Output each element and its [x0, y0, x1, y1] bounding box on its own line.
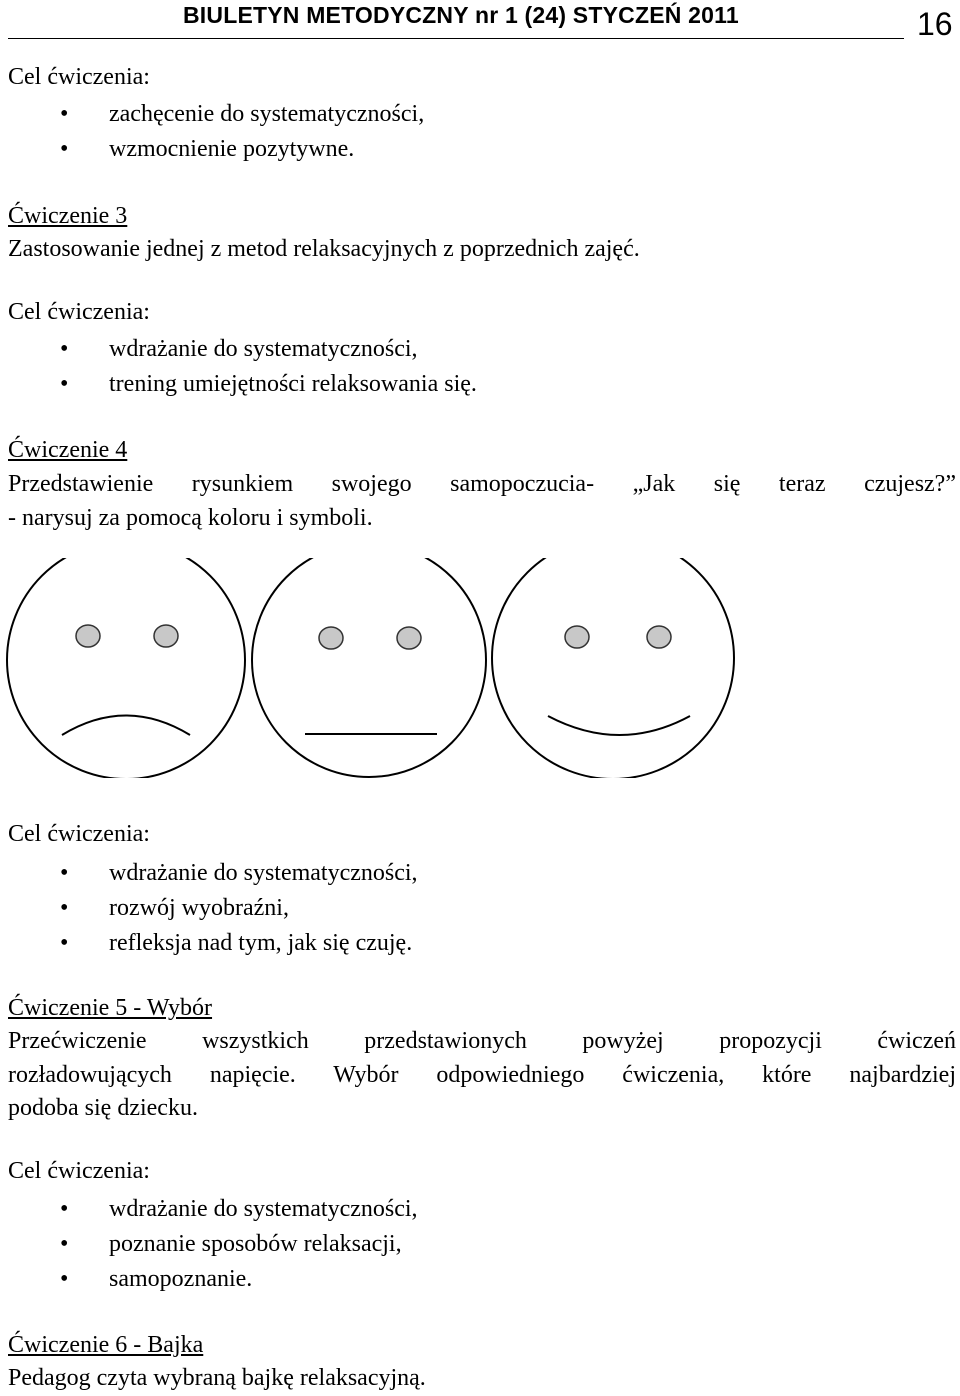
goal-item: zachęcenie do systematyczności, — [109, 101, 425, 127]
exercise-5-title: Ćwiczenie 5 - Wybór — [8, 995, 213, 1021]
sad-face-icon — [7, 558, 245, 778]
bullet-icon: • — [60, 930, 69, 956]
goal-item: trening umiejętności relaksowania się. — [109, 371, 477, 397]
bullet-icon: • — [60, 336, 69, 362]
goal-item: refleksja nad tym, jak się czuję. — [109, 930, 413, 956]
exercise-5-text-line1: Przećwiczenie wszystkich przedstawionych powyżej propozycji ćwiczeń — [8, 1028, 956, 1054]
bullet-icon: • — [60, 136, 69, 162]
goal-item: rozwój wyobraźni, — [109, 895, 289, 921]
bullet-icon: • — [60, 860, 69, 886]
page-number: 16 — [917, 6, 953, 42]
goal-item: wdrażanie do systematyczności, — [109, 1196, 418, 1222]
goal-label: Cel ćwiczenia: — [8, 1158, 150, 1184]
bullet-icon: • — [60, 101, 69, 127]
exercise-6-title: Ćwiczenie 6 - Bajka — [8, 1332, 204, 1358]
header-rule — [8, 38, 904, 39]
exercise-5-text-line3: podoba się dziecku. — [8, 1095, 198, 1121]
neutral-face-icon — [252, 558, 486, 777]
bullet-icon: • — [60, 1266, 69, 1292]
bullet-icon: • — [60, 1196, 69, 1222]
exercise-4-text-line1: Przedstawienie rysunkiem swojego samopoczucia- „Jak się teraz czujesz?” — [8, 471, 956, 497]
goal-label: Cel ćwiczenia: — [8, 64, 150, 90]
bullet-icon: • — [60, 895, 69, 921]
exercise-5-text-line2: rozładowujących napięcie. Wybór odpowiedniego ćwiczenia, które najbardziej — [8, 1062, 956, 1088]
bullet-icon: • — [60, 371, 69, 397]
goal-item: wzmocnienie pozytywne. — [109, 136, 355, 162]
exercise-4-title: Ćwiczenie 4 — [8, 437, 128, 463]
goal-item: wdrażanie do systematyczności, — [109, 336, 418, 362]
goal-item: samopoznanie. — [109, 1266, 253, 1292]
goal-label: Cel ćwiczenia: — [8, 299, 150, 325]
bullet-icon: • — [60, 1231, 69, 1257]
exercise-3-title: Ćwiczenie 3 — [8, 203, 128, 229]
happy-face-icon — [492, 558, 734, 778]
goal-label: Cel ćwiczenia: — [8, 821, 150, 847]
goal-item: wdrażanie do systematyczności, — [109, 860, 418, 886]
bulletin-header-title: BIULETYN METODYCZNY nr 1 (24) STYCZEŃ 2011 — [183, 2, 739, 28]
mood-faces-drawing — [0, 558, 960, 778]
goal-item: poznanie sposobów relaksacji, — [109, 1231, 402, 1257]
exercise-3-text: Zastosowanie jednej z metod relaksacyjnych z poprzednich zajęć. — [8, 236, 640, 262]
exercise-6-text: Pedagog czyta wybraną bajkę relaksacyjną. — [8, 1365, 426, 1391]
exercise-4-text-line2: - narysuj za pomocą koloru i symboli. — [8, 505, 373, 531]
